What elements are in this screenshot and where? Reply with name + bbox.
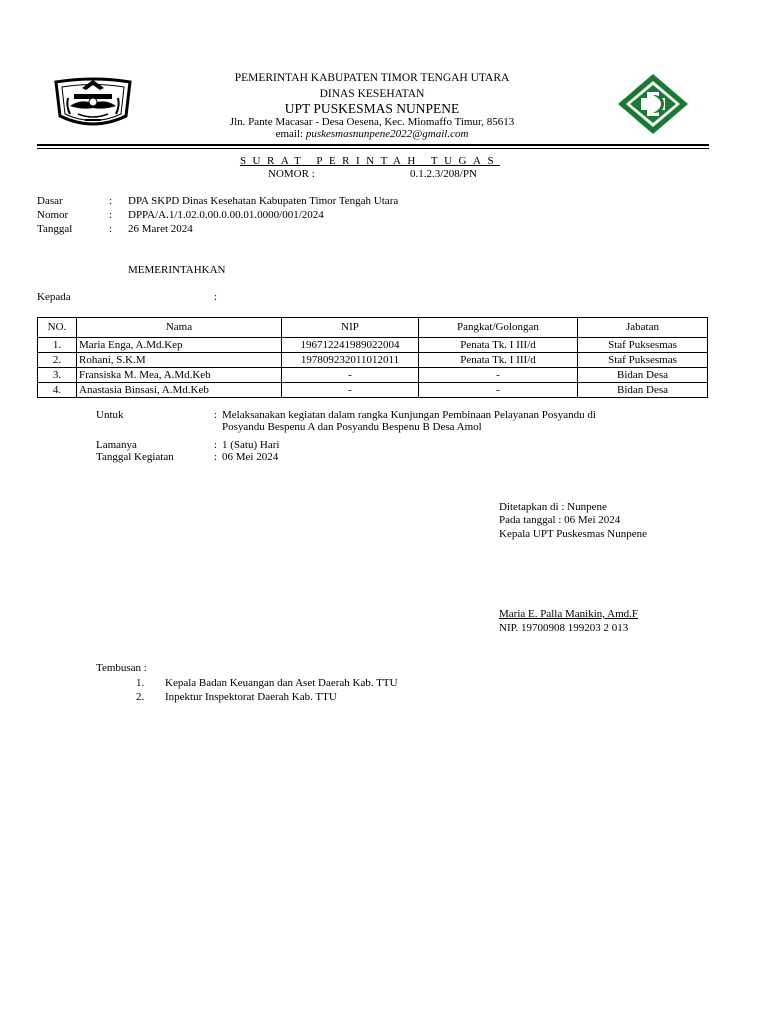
lamanya-colon: : (214, 439, 218, 451)
kepada-label: Kepada (37, 291, 71, 303)
signatory-position: Kepala UPT Puskesmas Nunpene (499, 528, 647, 540)
signatory-nip: NIP. 19700908 199203 2 013 (499, 622, 629, 634)
dasar-tanggal-value: 26 Maret 2024 (128, 223, 193, 235)
pada-tanggal: Pada tanggal : 06 Mei 2024 (499, 514, 621, 526)
header-no: NO. (38, 318, 77, 338)
table-row (38, 368, 708, 383)
dasar-label: Dasar (37, 195, 63, 207)
dasar-nomor-label: Nomor (37, 209, 69, 221)
lamanya-value: 1 (Satu) Hari (222, 439, 280, 451)
letterhead-government: PEMERINTAH KABUPATEN TIMOR TENGAH UTARA (234, 72, 510, 84)
tembusan-label: Tembusan : (96, 662, 147, 674)
tanggal-kegiatan-value: 06 Mei 2024 (222, 451, 279, 463)
tembusan-item: Inpektur Inspektorat Daerah Kab. TTU (165, 691, 337, 703)
header-jabatan: Jabatan (578, 318, 708, 338)
lamanya-label: Lamanya (96, 439, 137, 451)
cell-no: 2. (38, 353, 77, 368)
untuk-value-line2: Posyandu Bespenu A dan Posyandu Bespenu B Desa Amol (222, 421, 482, 433)
personnel-table (37, 317, 708, 398)
email-address[interactable]: puskesmasnunpene2022@gmail.com (305, 128, 469, 140)
memerintahkan-heading: MEMERINTAHKAN (128, 264, 226, 276)
letterhead-email (276, 128, 469, 141)
table-row (38, 338, 708, 353)
header-pangkat: Pangkat/Golongan (419, 318, 578, 338)
letterhead-institution: UPT PUSKESMAS NUNPENE (284, 101, 460, 116)
cell-pangkat: Penata Tk. I III/d (419, 353, 578, 368)
signatory-name: Maria E. Palla Manikin, Amd.F (499, 608, 639, 620)
cell-jabatan: Bidan Desa (578, 368, 708, 383)
cell-no: 1. (38, 338, 77, 353)
cell-jabatan: Staf Puksesmas (578, 353, 708, 368)
cell-nama: Maria Enga, A.Md.Kep (77, 338, 282, 353)
header-nip: NIP (282, 318, 419, 338)
regency-crest-icon (52, 76, 134, 134)
cell-nip: - (282, 368, 419, 383)
tanggal-kegiatan-label: Tanggal Kegiatan (96, 451, 174, 463)
cell-nip: 196712241989022004 (282, 338, 419, 353)
untuk-value-line1: Melaksanakan kegiatan dalam rangka Kunjungan Pembinaan Pelayanan Posyandu di (222, 409, 596, 421)
kepada-colon: : (214, 291, 218, 303)
email-label: email: (275, 128, 304, 140)
nomor-label: NOMOR : (268, 168, 315, 180)
cell-jabatan: Bidan Desa (578, 383, 708, 398)
dasar-nomor-value: DPPA/A.1/1.02.0.00.0.00.01.0000/001/2024 (128, 209, 324, 221)
dasar-tanggal-colon: : (109, 223, 113, 235)
tembusan-item-number: 2. (136, 691, 145, 703)
dasar-nomor-colon: : (109, 209, 113, 221)
table-row (38, 383, 708, 398)
letterhead-department: DINAS KESEHATAN (319, 88, 425, 100)
dasar-value: DPA SKPD Dinas Kesehatan Kabupaten Timor Tengah Utara (128, 195, 399, 207)
untuk-colon: : (214, 409, 218, 421)
cell-nama: Fransiska M. Mea, A.Md.Keb (77, 368, 282, 383)
cell-nama: Rohani, S.K.M (77, 353, 282, 368)
cell-pangkat: Penata Tk. I III/d (419, 338, 578, 353)
cell-jabatan: Staf Puksesmas (578, 338, 708, 353)
tembusan-item-number: 1. (136, 677, 145, 689)
cell-nama: Anastasia Binsasi, A.Md.Keb (77, 383, 282, 398)
puskesmas-cross-icon (617, 73, 689, 135)
untuk-label: Untuk (96, 409, 124, 421)
tembusan-item: Kepala Badan Keuangan dan Aset Daerah Kab. TTU (165, 677, 398, 689)
letterhead-rule-thin (37, 148, 709, 149)
cell-no: 4. (38, 383, 77, 398)
cell-pangkat: - (419, 368, 578, 383)
dasar-tanggal-label: Tanggal (37, 223, 73, 235)
dasar-colon: : (109, 195, 113, 207)
table-row (38, 353, 708, 368)
cell-nip: 197809232011012011 (282, 353, 419, 368)
document-title: SURAT PERINTAH TUGAS (239, 155, 501, 167)
cell-nip: - (282, 383, 419, 398)
nomor-value: 0.1.2.3/208/PN (410, 168, 477, 180)
ditetapkan-di: Ditetapkan di : Nunpene (499, 501, 607, 513)
table-header-row (38, 318, 708, 338)
cell-no: 3. (38, 368, 77, 383)
letterhead-rule-thick (37, 144, 709, 146)
cell-pangkat: - (419, 383, 578, 398)
letterhead-address: Jln. Pante Macasar - Desa Oesena, Kec. Miomaffo Timur, 85613 (229, 116, 515, 128)
header-nama: Nama (77, 318, 282, 338)
tanggal-kegiatan-colon: : (214, 451, 218, 463)
